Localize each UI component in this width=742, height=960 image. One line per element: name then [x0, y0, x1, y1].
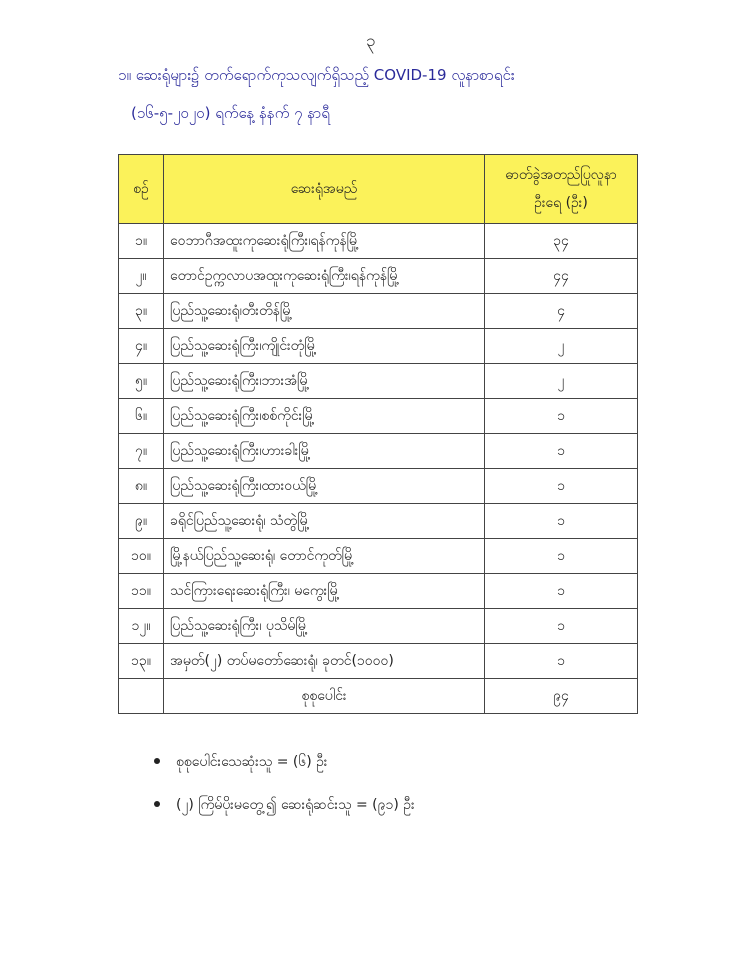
hospital-cases-table: [118, 154, 638, 714]
cell-hospital: ပြည်သူ့ဆေးရုံကြီး၊ဟားခါးမြို့: [164, 434, 485, 469]
cell-count: ၁: [485, 539, 638, 574]
table-row: [119, 609, 638, 644]
cell-hospital: ခရိုင်ပြည်သူ့ဆေးရုံ၊ သံတွဲမြို့: [164, 504, 485, 539]
cell-no: ၁၃။: [119, 644, 164, 679]
cell-no: ၁။: [119, 224, 164, 259]
report-title: ၁။ ဆေးရုံများ၌ တက်ရောက်ကုသလျက်ရှိသည့် COVID-19 လူနာစာရင်း: [118, 66, 515, 84]
cell-hospital: ဝေဘာဂီအထူးကုဆေးရုံကြီး၊ရန်ကုန်မြို့: [164, 224, 485, 259]
header-hospital: ဆေးရုံအမည်: [164, 155, 485, 224]
cell-count: ၃၄: [485, 224, 638, 259]
table-row: [119, 329, 638, 364]
bullet-icon: [154, 801, 160, 807]
table-row: [119, 364, 638, 399]
header-count: [485, 155, 638, 224]
note-text: စုစုပေါင်းသေဆုံးသူ = (၆) ဦး: [176, 754, 328, 770]
cell-hospital: ပြည်သူ့ဆေးရုံကြီး၊ဘားအံမြို့: [164, 364, 485, 399]
cell-no: ၇။: [119, 434, 164, 469]
table-row: [119, 539, 638, 574]
header-count-line2: ဦးရေ (ဦး): [534, 195, 588, 211]
cell-count: ၁: [485, 609, 638, 644]
cell-hospital: ပြည်သူ့ဆေးရုံကြီး၊ကျိုင်းတုံမြို့: [164, 329, 485, 364]
cell-no: ၄။: [119, 329, 164, 364]
cell-no: ၁၀။: [119, 539, 164, 574]
cell-count: ၁: [485, 434, 638, 469]
note-discharged: [150, 795, 415, 816]
bullet-icon: [154, 758, 160, 764]
cell-count: ၁: [485, 469, 638, 504]
cell-no: ၁၁။: [119, 574, 164, 609]
cell-count: ၁: [485, 399, 638, 434]
cell-count: ၄၄: [485, 259, 638, 294]
table-header-row: [119, 155, 638, 224]
cell-count: ၂: [485, 364, 638, 399]
cell-no: ၆။: [119, 399, 164, 434]
table-row: [119, 399, 638, 434]
table-row: [119, 644, 638, 679]
cell-hospital: မြို့နယ်ပြည်သူ့ဆေးရုံ၊ တောင်ကုတ်မြို့: [164, 539, 485, 574]
cell-no: ၅။: [119, 364, 164, 399]
cell-hospital: အမှတ်(၂) တပ်မတော်ဆေးရုံ၊ ခုတင်(၁၀၀၀): [164, 644, 485, 679]
report-date: (၁၆-၅-၂၀၂၀) ရက်နေ့ နံနက် ၇ နာရီ: [131, 104, 330, 122]
total-empty-cell: [119, 679, 164, 714]
notes-list: [150, 752, 415, 838]
cell-hospital: ပြည်သူ့ဆေးရုံ၊တီးတိန်မြို့: [164, 294, 485, 329]
table-row: [119, 504, 638, 539]
cell-hospital: ပြည်သူ့ဆေးရုံကြီး၊ ပုသိမ်မြို့: [164, 609, 485, 644]
cell-hospital: တောင်ဥက္ကလာပအထူးကုဆေးရုံကြီး၊ရန်ကုန်မြို့: [164, 259, 485, 294]
page-number: ၃: [366, 31, 376, 51]
cell-no: ၈။: [119, 469, 164, 504]
table-row: [119, 259, 638, 294]
table-row: [119, 434, 638, 469]
cell-count: ၁: [485, 574, 638, 609]
header-count-line1: ဓာတ်ခွဲအတည်ပြုလူနာ: [505, 167, 617, 183]
note-deaths: [150, 752, 415, 773]
table-row: [119, 224, 638, 259]
cell-hospital: ပြည်သူ့ဆေးရုံကြီး၊ထားဝယ်မြို့: [164, 469, 485, 504]
cell-no: ၃။: [119, 294, 164, 329]
cell-hospital: သင်ကြားရေးဆေးရုံကြီး၊ မကွေးမြို့: [164, 574, 485, 609]
total-value: ၉၄: [485, 679, 638, 714]
table-row: [119, 574, 638, 609]
cell-hospital: ပြည်သူ့ဆေးရုံကြီး၊စစ်ကိုင်းမြို့: [164, 399, 485, 434]
note-text: (၂) ကြိမ်ပိုးမတွေ့၍ ဆေးရုံဆင်းသူ = (၉၁) ဦး: [176, 797, 415, 813]
table-row: [119, 469, 638, 504]
total-row: [119, 679, 638, 714]
cell-no: ၂။: [119, 259, 164, 294]
cell-count: ၄: [485, 294, 638, 329]
total-label: စုစုပေါင်း: [164, 679, 485, 714]
cell-no: ၉။: [119, 504, 164, 539]
cell-count: ၁: [485, 644, 638, 679]
cell-no: ၁၂။: [119, 609, 164, 644]
header-no: စဉ်: [119, 155, 164, 224]
cell-count: ၂: [485, 329, 638, 364]
cell-count: ၁: [485, 504, 638, 539]
table-row: [119, 294, 638, 329]
